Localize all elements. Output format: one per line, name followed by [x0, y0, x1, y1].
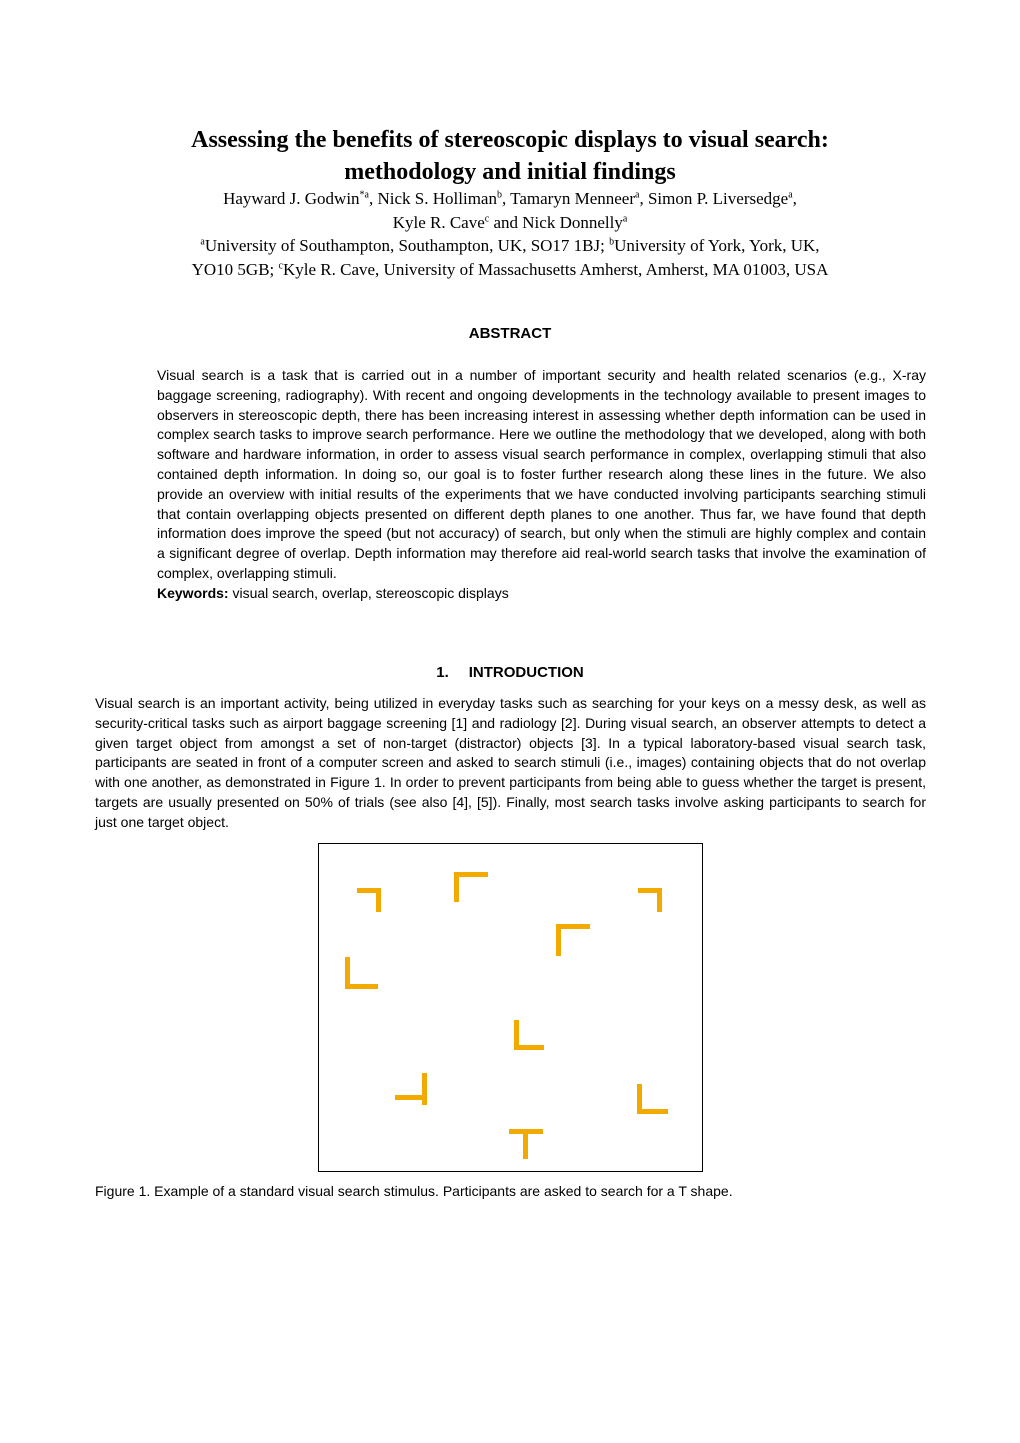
author-line-2: Kyle R. Cave$^c$ and Nick Donnelly$^a$: [392, 212, 628, 232]
keywords: [157, 584, 926, 604]
distractor-l-shape: [514, 1020, 544, 1050]
author-liversedge: , Simon P. Liversedge: [639, 189, 789, 208]
introduction-body: [95, 694, 926, 833]
paper-title: [80, 124, 940, 188]
title-line-2: methodology and initial findings: [344, 159, 676, 185]
introduction-paragraph: Visual search is an important activity, being utilized in everyday tasks such as searching for your keys on a messy desk, as well as security-critical tasks such as airport baggage screening [1] and radiology [2]. During visual search, an observer attempts to detect a given target object from amongst a set of non-target (distractor) objects [3]. In a typical laboratory-based visual search task, participants are seated in front of a computer screen and asked to search stimuli (i.e., images) containing objects that do not overlap with one another, as demonstrated in Figure 1. In order to prevent participants from being able to guess whether the target is present, targets are usually presented on 50% of trials (see also [4], [5]). Finally, most search tasks involve asking participants to search for just one target object.: [95, 695, 926, 830]
author-menneer: , Tamaryn Menneer: [501, 189, 635, 208]
distractor-l-shape: [637, 1084, 668, 1114]
section-heading-introduction: [80, 664, 940, 681]
abstract: [157, 366, 926, 604]
author-godwin: Hayward J. Godwin: [223, 189, 360, 208]
distractor-l-shape: [454, 872, 488, 902]
affiliation-line-2: YO10 5GB; $^c$Kyle R. Cave, University of Massachusetts Amherst, Amherst, MA 01003, USA: [191, 259, 829, 279]
author-line-1: Hayward J. Godwin$^{*a}$, Nick S. Holliman$^b$, Tamaryn Menneer$^a$, Simon P. Liversedge$^a$,: [223, 189, 797, 208]
section-number: 1.: [436, 664, 449, 681]
figure-1-visual-search-stimulus: [318, 843, 703, 1172]
distractor-l-shape: [556, 924, 590, 956]
author-donnelly: and Nick Donnelly: [489, 212, 623, 232]
keywords-label: Keywords:: [157, 584, 229, 601]
title-line-1: Assessing the benefits of stereoscopic displays to visual search:: [191, 127, 829, 153]
author-block: [80, 187, 940, 281]
section-title: INTRODUCTION: [468, 664, 584, 681]
figure-1-caption: Figure 1. Example of a standard visual search stimulus. Participants are asked to search for a T shape.: [95, 1183, 733, 1199]
abstract-heading: ABSTRACT: [468, 325, 552, 342]
author-cave: Kyle R. Cave: [392, 212, 485, 232]
abstract-text: Visual search is a task that is carried out in a number of important security and health related scenarios (e.g., X-ray baggage screening, radiography). With recent and ongoing developments in the technology available to present images to observers in stereoscopic depth, there has been increasing interest in assessing whether depth information can be used in complex search tasks to improve search performance. Here we outline the methodology that we developed, along with both software and hardware information, in order to assess visual search performance in complex, overlapping stimuli that also contained depth information. In doing so, our goal is to foster further research along these lines in the future. We also provide an overview with initial results of the experiments that we have conducted involving participants searching stimuli that contain overlapping objects presented on different depth planes to one another. Thus far, we have found that depth information does improve the speed (but not accuracy) of search, but only when the stimuli are highly complex and contain a significant degree of overlap. Depth information may therefore aid real-world search tasks that involve the examination of complex, overlapping stimuli.: [157, 367, 926, 581]
distractor-l-shape: [357, 888, 381, 912]
affiliation-line-1: $^a$University of Southampton, Southampton, UK, SO17 1BJ; $^b$University of York, York, UK,: [200, 236, 820, 255]
distractor-l-shape: [345, 957, 378, 989]
author-holliman: , Nick S. Holliman: [369, 189, 497, 208]
distractor-l-shape: [395, 1073, 427, 1105]
stimulus-canvas: [319, 844, 702, 1171]
keywords-text: visual search, overlap, stereoscopic displays: [228, 584, 509, 601]
distractor-l-shape: [638, 888, 662, 912]
target-t-shape: [509, 1129, 543, 1159]
